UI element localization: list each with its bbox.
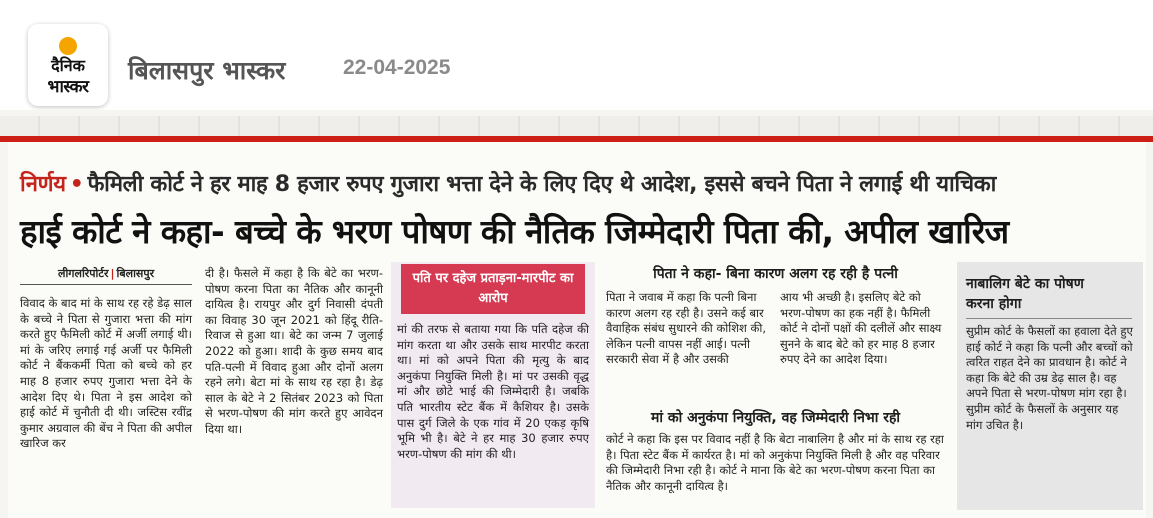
- father-section-heading: पिता ने कहा- बिना कारण अलग रह रही है पत्नी: [653, 266, 898, 282]
- father-section-column-1: [606, 290, 770, 368]
- kicker-text: फैमिली कोर्ट ने हर माह 8 हजार रुपए गुजारा भत्ता देने के लिए दिए थे आदेश, इससे बचने पिता ने लगाई थी याचिका: [87, 172, 997, 197]
- kicker-bullet: •: [69, 172, 84, 197]
- kicker-label: निर्णय: [20, 172, 66, 197]
- publication-date: 22-04-2025: [343, 56, 451, 79]
- edition-name: बिलासपुर भास्कर: [128, 56, 286, 85]
- kicker-line: [20, 168, 996, 198]
- minor-son-sidebar-text: [966, 324, 1136, 433]
- minor-son-sidebar-divider: [966, 318, 1132, 319]
- article-column-1-text: विवाद के बाद मां के साथ रह रहे डेढ़ साल के बच्चे ने पिता से गुजारा भत्ता की मांग करते हुए फैमिली कोर्ट में अर्जी लगाई थी। मां के जरिए लगाई गई अर्जी पर फैमिली कोर्ट ने बैंककर्मी पिता को बच्चे को हर माह 8 हजार रुपए गुजारा भत्ता देने के आदेश दिए थे। पिता ने इस आदेश को हाई कोर्ट में चुनौती दी थी। जस्टिस रवींद्र कुमार अग्रवाल की बेंच ने पिता की अपील खारिज कर: [20, 296, 192, 451]
- father-section-text-2: आय भी अच्छी है। इसलिए बेटे को भरण-पोषण का हक नहीं है। फैमिली कोर्ट ने दोनों पक्षों की दलीलें और साक्ष्य सुनने के बाद बेटे को हर माह 8 हजार रुपए देने का आदेश दिया।: [780, 290, 942, 367]
- main-headline: हाई कोर्ट ने कहा- बच्चे के भरण पोषण की नैतिक जिम्मेदारी पिता की, अपील खारिज: [20, 212, 1009, 251]
- dowry-sidebar-heading: पति पर दहेज प्रताड़ना-मारपीट का आरोप: [401, 264, 585, 314]
- page-strip: [0, 116, 1153, 136]
- byline-divider: [20, 284, 192, 285]
- minor-son-sidebar-body: सुप्रीम कोर्ट के फैसलों का हवाला देते हुए हाई कोर्ट ने कहा कि पत्नी और बच्चों को त्वरित राहत देने का प्रावधान है। कोर्ट ने कहा कि बेटे की उम्र डेढ़ साल है। वह अपने पिता से भरण-पोषण मांग रहा है। सुप्रीम कोर्ट के फैसलों के अनुसार यह मांग उचित है।: [966, 324, 1133, 432]
- logo-text-line2: भास्कर: [47, 77, 89, 97]
- dowry-sidebar-body: मां की तरफ से बताया गया कि पति दहेज की मांग करता था और उसके साथ मारपीट करता था। मां को अपने पिता की मृत्यु के बाद अनुकंपा नियुक्ति मिली है। मां पर उसकी वृद्ध मां और छोटे भाई की जिम्मेदारी है। जबकि पति भारतीय स्टेट बैंक में कैशियर है। उसके पास दुर्ग जिले के एक गांव में 20 एकड़ कृषि भूमि भी है। बेटे ने हर माह 30 हजार रुपए भरण-पोषण की मांग की थी।: [397, 322, 589, 461]
- mother-section-column: [606, 432, 948, 494]
- dainik-bhaskar-logo: [28, 24, 108, 106]
- byline-place: बिलासपुर: [116, 267, 155, 280]
- minor-son-sidebar-heading: नाबालिग बेटे का पोषण करना होगा: [966, 276, 1084, 312]
- father-section-text-1: पिता ने जवाब में कहा कि पत्नी बिना कारण अलग रह रही है। उसने कई बार वैवाहिक संबंध सुधारने की कोशिश की, लेकिन पत्नी वापस नहीं आई। पत्नी सरकारी सेवा में है और उसकी: [606, 290, 766, 367]
- article-column-2: [205, 266, 383, 438]
- dowry-sidebar-text: [397, 322, 589, 462]
- article-column-1: [20, 296, 192, 452]
- mother-section-text: कोर्ट ने कहा कि इस पर विवाद नहीं है कि बेटा नाबालिग है और मां के साथ रह रहा है। पिता स्टेट बैंक में कार्यरत है। मां को अनुकंपा नियुक्ति मिली है और वह परिवार की जिम्मेदारी निभा रही है। कोर्ट ने माना कि बेटे का भरण-पोषण करना पिता का नैतिक और कानूनी दायित्व है।: [606, 432, 944, 493]
- byline-separator: |: [110, 267, 115, 280]
- father-section-column-2: [780, 290, 948, 368]
- byline-reporter: लीगलरिपोर्टर: [58, 267, 109, 280]
- logo-text-line1: दैनिक: [51, 56, 85, 75]
- mother-section-heading: मां को अनुकंपा नियुक्ति, वह जिम्मेदारी निभा रही: [650, 410, 901, 426]
- article-column-2-text: दी है। फैसले में कहा है कि बेटे का भरण-पोषण करना पिता का नैतिक और कानूनी दायित्व है। रायपुर और दुर्ग निवासी दंपती का विवाह 30 जून 2021 को हिंदू रीति-रिवाज से हुआ था। बेटे का जन्म 7 जुलाई 2022 को हुआ। शादी के कुछ समय बाद पति-पत्नी में विवाद हुआ और दोनों अलग रहने लगे। बेटा मां के साथ रह रहा है। डेढ़ साल के बेटे ने 2 सितंबर 2023 को पिता से भरण-पोषण की मांग करते हुए आवेदन दिया था।: [205, 266, 383, 436]
- sun-icon: [59, 37, 77, 55]
- byline: [58, 266, 154, 281]
